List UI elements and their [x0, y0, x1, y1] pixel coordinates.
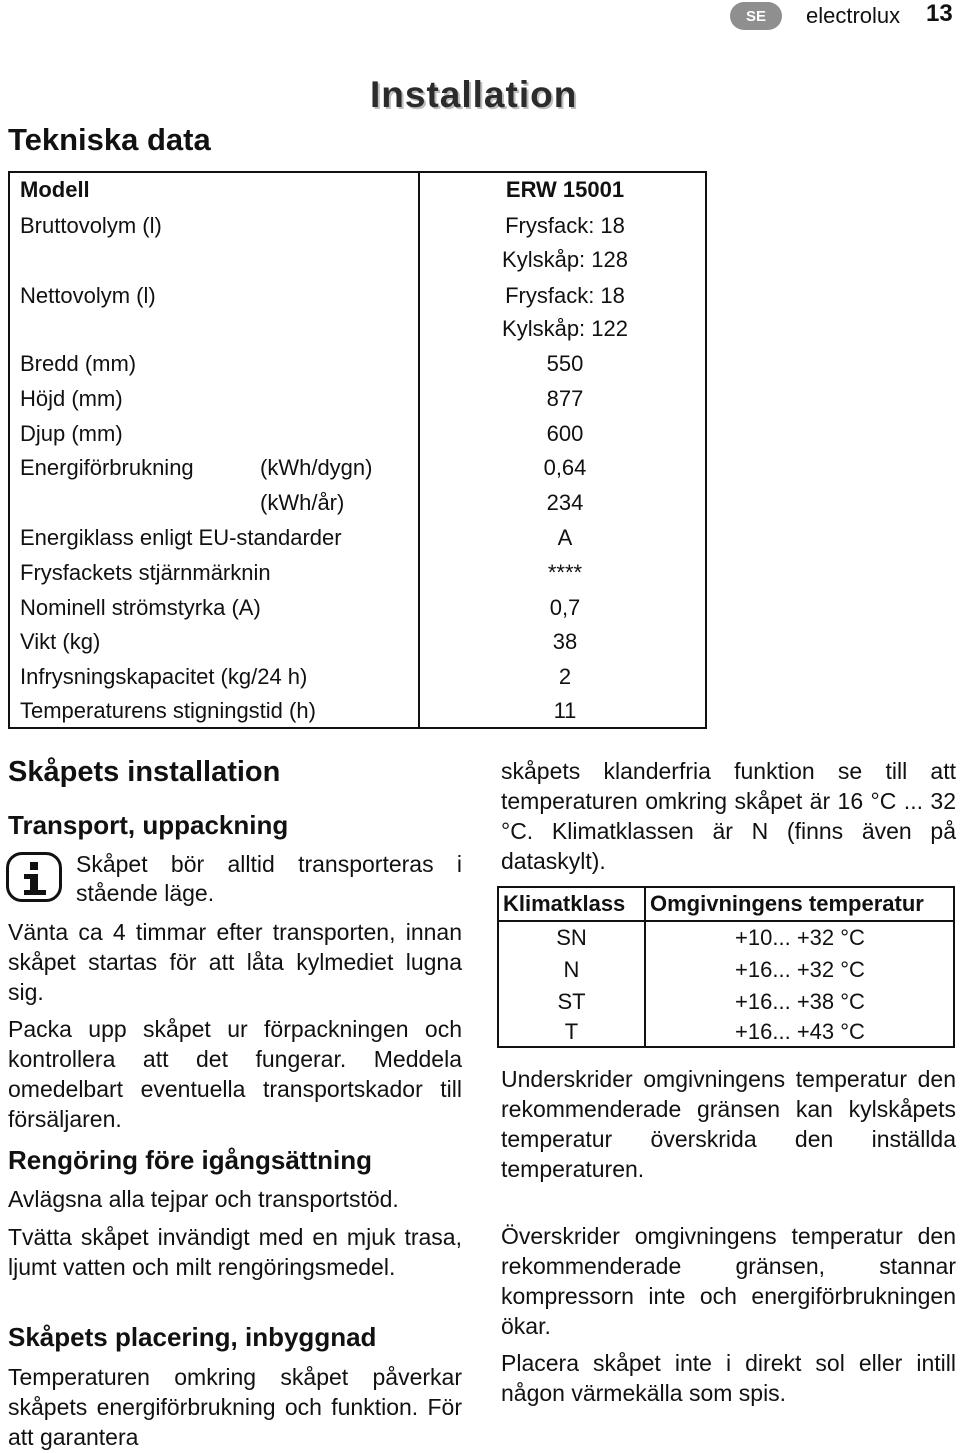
spec-value: 234: [546, 490, 584, 515]
spec-value: ****: [547, 560, 583, 585]
climate-class: T: [564, 1019, 579, 1044]
brand-name: electrolux: [806, 3, 901, 28]
spec-row: [10, 243, 705, 277]
spec-label: Höjd (mm): [20, 386, 123, 411]
spec-unit: (kWh/dygn): [260, 455, 373, 480]
spec-value: 11: [553, 698, 577, 723]
table-row: [499, 954, 953, 986]
spec-row: [10, 451, 705, 485]
spec-value: 0,64: [543, 455, 587, 480]
spec-label: Temperaturens stigningstid (h): [20, 698, 316, 723]
placement-paragraph: Temperaturen omkring skåpet påverkar skåpets energiförbrukning och funktion. För att garantera: [8, 1364, 462, 1450]
spec-label: Vikt (kg): [20, 629, 101, 654]
temperature-range: +16... +32 °C: [735, 957, 865, 982]
table-row: [499, 922, 953, 954]
spec-row: [10, 486, 705, 520]
spec-label: Djup (mm): [20, 421, 123, 446]
info-icon: [6, 852, 62, 902]
temperature-range: +16... +38 °C: [735, 989, 865, 1014]
language-badge: SE: [730, 2, 782, 30]
temperature-range: +10... +32 °C: [735, 925, 865, 950]
climate-class: SN: [556, 925, 587, 950]
transport-heading: Transport, uppackning: [8, 810, 289, 840]
spec-label: Bruttovolym (l): [20, 213, 162, 238]
section-title: Skåpets installation: [8, 756, 281, 788]
spec-value: 877: [546, 386, 584, 411]
spec-value: 2: [558, 664, 572, 689]
climate-table-header: [499, 888, 953, 922]
cleaning-heading: Rengöring före igångsättning: [8, 1145, 372, 1175]
temperature-range: +16... +43 °C: [735, 1019, 865, 1044]
spec-value: ERW 15001: [505, 177, 625, 202]
spec-row: [10, 382, 705, 416]
spec-label: Energiklass enligt EU-standarder: [20, 525, 342, 550]
spec-label: Energiförbrukning: [20, 455, 194, 480]
placement-heading: Skåpets placering, inbyggnad: [8, 1322, 377, 1352]
climate-class: N: [563, 957, 580, 982]
cleaning-paragraph: Avlägsna alla tejpar och transportstöd.: [8, 1186, 399, 1212]
climate-table: [497, 886, 955, 1048]
climate-class: ST: [557, 989, 586, 1014]
spec-row: [10, 312, 705, 346]
spec-table: [8, 171, 707, 729]
below-range-paragraph: Underskrider omgivningens temperatur den rekommenderade gränsen kan kylskåpets temperatur överskrida den inställda temperaturen.: [501, 1066, 956, 1182]
spec-row: [10, 209, 705, 243]
spec-label: Modell: [20, 177, 90, 202]
spec-value: 550: [546, 351, 584, 376]
spec-row-model: [10, 173, 705, 207]
wait-paragraph: Vänta ca 4 timmar efter transporten, innan skåpet startas för att låta kylmediet lugna sig.: [8, 919, 462, 1005]
info-note: Skåpet bör alltid transporteras i stående läge.: [76, 851, 462, 906]
spec-value: Frysfack: 18: [505, 213, 625, 238]
spec-row: [10, 625, 705, 659]
sun-paragraph: Placera skåpet inte i direkt sol eller intill någon värmekälla som spis.: [501, 1350, 956, 1406]
spec-row: [10, 347, 705, 381]
unpack-paragraph: Packa upp skåpet ur förpackningen och kontrollera att det fungerar. Meddela omedelbart eventuella transportskador till försäljaren.: [8, 1016, 462, 1132]
spec-row: [10, 521, 705, 555]
above-range-paragraph: Överskrider omgivningens temperatur den rekommenderade gränsen, stannar kompressorn inte och energiförbrukningen ökar.: [501, 1223, 956, 1339]
spec-row: [10, 694, 705, 728]
spec-value: Kylskåp: 122: [502, 316, 628, 341]
spec-label: Nettovolym (l): [20, 283, 156, 308]
column-header: Klimatklass: [503, 891, 626, 916]
spec-label: Nominell strömstyrka (A): [20, 595, 261, 620]
spec-value: 0,7: [549, 595, 581, 620]
spec-row: [10, 591, 705, 625]
spec-value: Kylskåp: 128: [502, 247, 628, 272]
spec-label: Frysfackets stjärnmärknin: [20, 560, 271, 585]
spec-row: [10, 660, 705, 694]
spec-value: A: [557, 525, 573, 550]
spec-unit: (kWh/år): [260, 490, 345, 515]
spec-value: 38: [552, 629, 578, 654]
chapter-title: Installation: [370, 74, 578, 115]
spec-label: Bredd (mm): [20, 351, 137, 376]
table-row: [499, 1016, 953, 1048]
spec-value: Frysfack: 18: [505, 283, 625, 308]
page-number: 13: [926, 0, 953, 27]
spec-row: [10, 279, 705, 313]
spec-row: [10, 417, 705, 451]
cleaning-paragraph: Tvätta skåpet invändigt med en mjuk trasa, ljumt vatten och milt rengöringsmedel.: [8, 1224, 462, 1280]
column-header: Omgivningens temperatur: [650, 891, 924, 916]
spec-value: 600: [546, 421, 584, 446]
spec-label: Infrysningskapacitet (kg/24 h): [20, 664, 308, 689]
intro-paragraph: skåpets klanderfria funktion se till att temperaturen omkring skåpet är 16 °C ... 32 °C. Klimatklassen är N (finns även på dataskylt).: [501, 758, 956, 874]
table-row: [499, 986, 953, 1018]
spec-row: [10, 556, 705, 590]
spec-heading: Tekniska data: [8, 122, 211, 157]
